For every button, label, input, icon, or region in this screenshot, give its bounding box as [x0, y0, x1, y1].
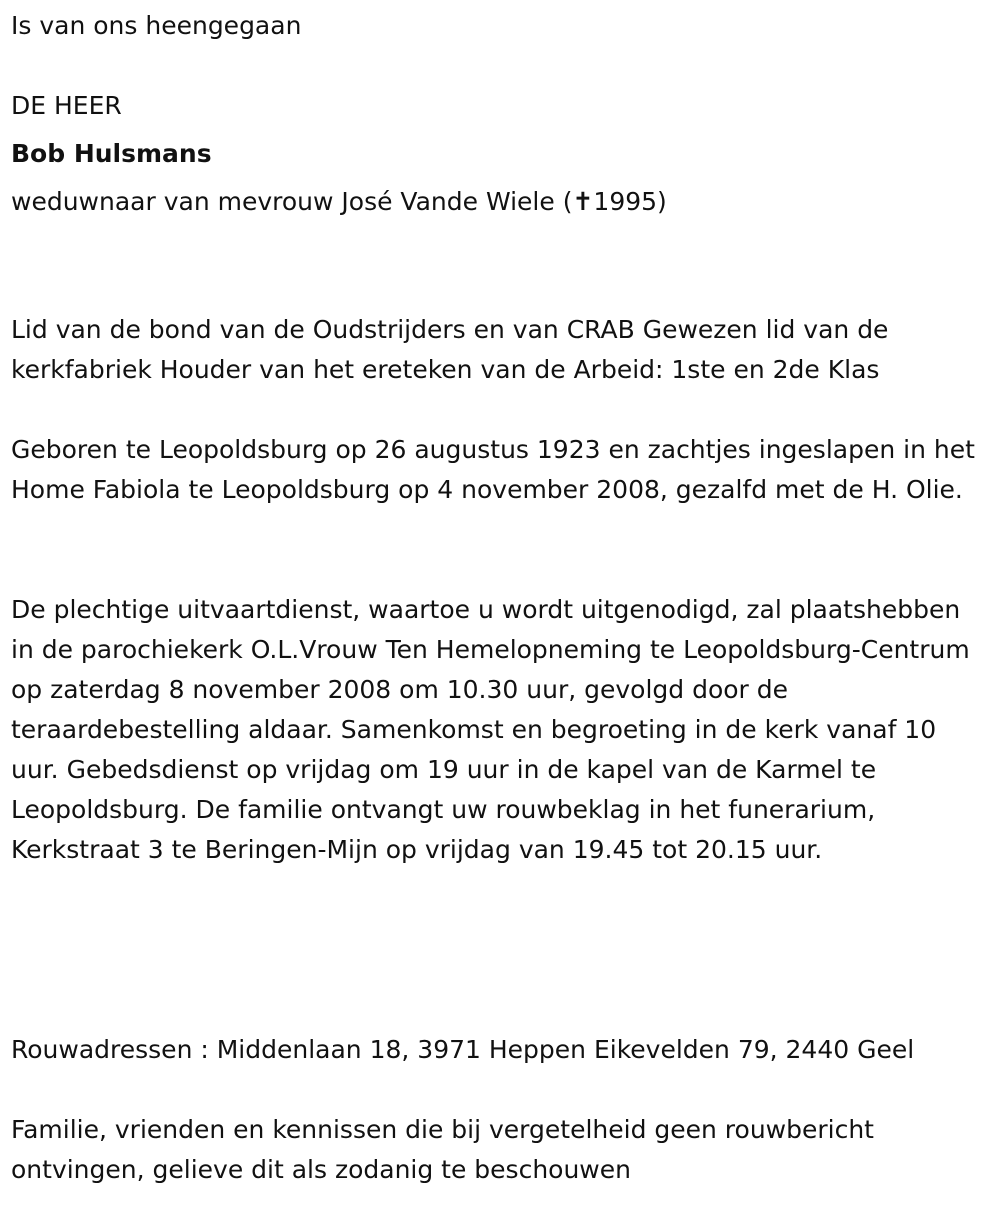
widower-suffix: 1995)	[593, 187, 667, 216]
funeral-paragraph: De plechtige uitvaartdienst, waartoe u wordt uitgenodigd, zal plaatshebben in de parochiekerk O.L.Vrouw Ten Hemelopneming te Leopoldsburg-Centrum op zaterdag 8 november 2008 om 10.30 uur, gevolgd door de teraardebestelling aldaar. Samenkomst en begroeting in de kerk vanaf 10 uur. Gebedsdienst op vrijdag om 19 uur in de kapel van de Karmel te Leopoldsburg. De familie ontvangt uw rouwbeklag in het funerarium, Kerkstraat 3 te Beringen-Mijn op vrijdag van 19.45 tot 20.15 uur.	[11, 595, 970, 864]
birth-death-paragraph: Geboren te Leopoldsburg op 26 augustus 1923 en zachtjes ingeslapen in het Home Fabiola te Leopoldsburg op 4 november 2008, gezalfd met de H. Olie.	[11, 435, 975, 504]
cross-icon: ✝	[572, 187, 594, 216]
membership-paragraph: Lid van de bond van de Oudstrijders en van CRAB Gewezen lid van de kerkfabriek Houder van het ereteken van de Arbeid: 1ste en 2de Klas	[11, 315, 889, 384]
intro-text: Is van ons heengegaan	[11, 11, 302, 40]
addresses-line: Rouwadressen : Middenlaan 18, 3971 Heppen Eikevelden 79, 2440 Geel	[11, 1035, 915, 1064]
deceased-name: Bob Hulsmans	[11, 139, 212, 168]
closing-paragraph: Familie, vrienden en kennissen die bij vergetelheid geen rouwbericht ontvingen, gelieve dit als zodanig te beschouwen	[11, 1115, 874, 1184]
widower-prefix: weduwnaar van mevrouw José Vande Wiele (	[11, 187, 573, 216]
widower-line	[11, 182, 667, 222]
honorific-title: DE HEER	[11, 91, 122, 120]
